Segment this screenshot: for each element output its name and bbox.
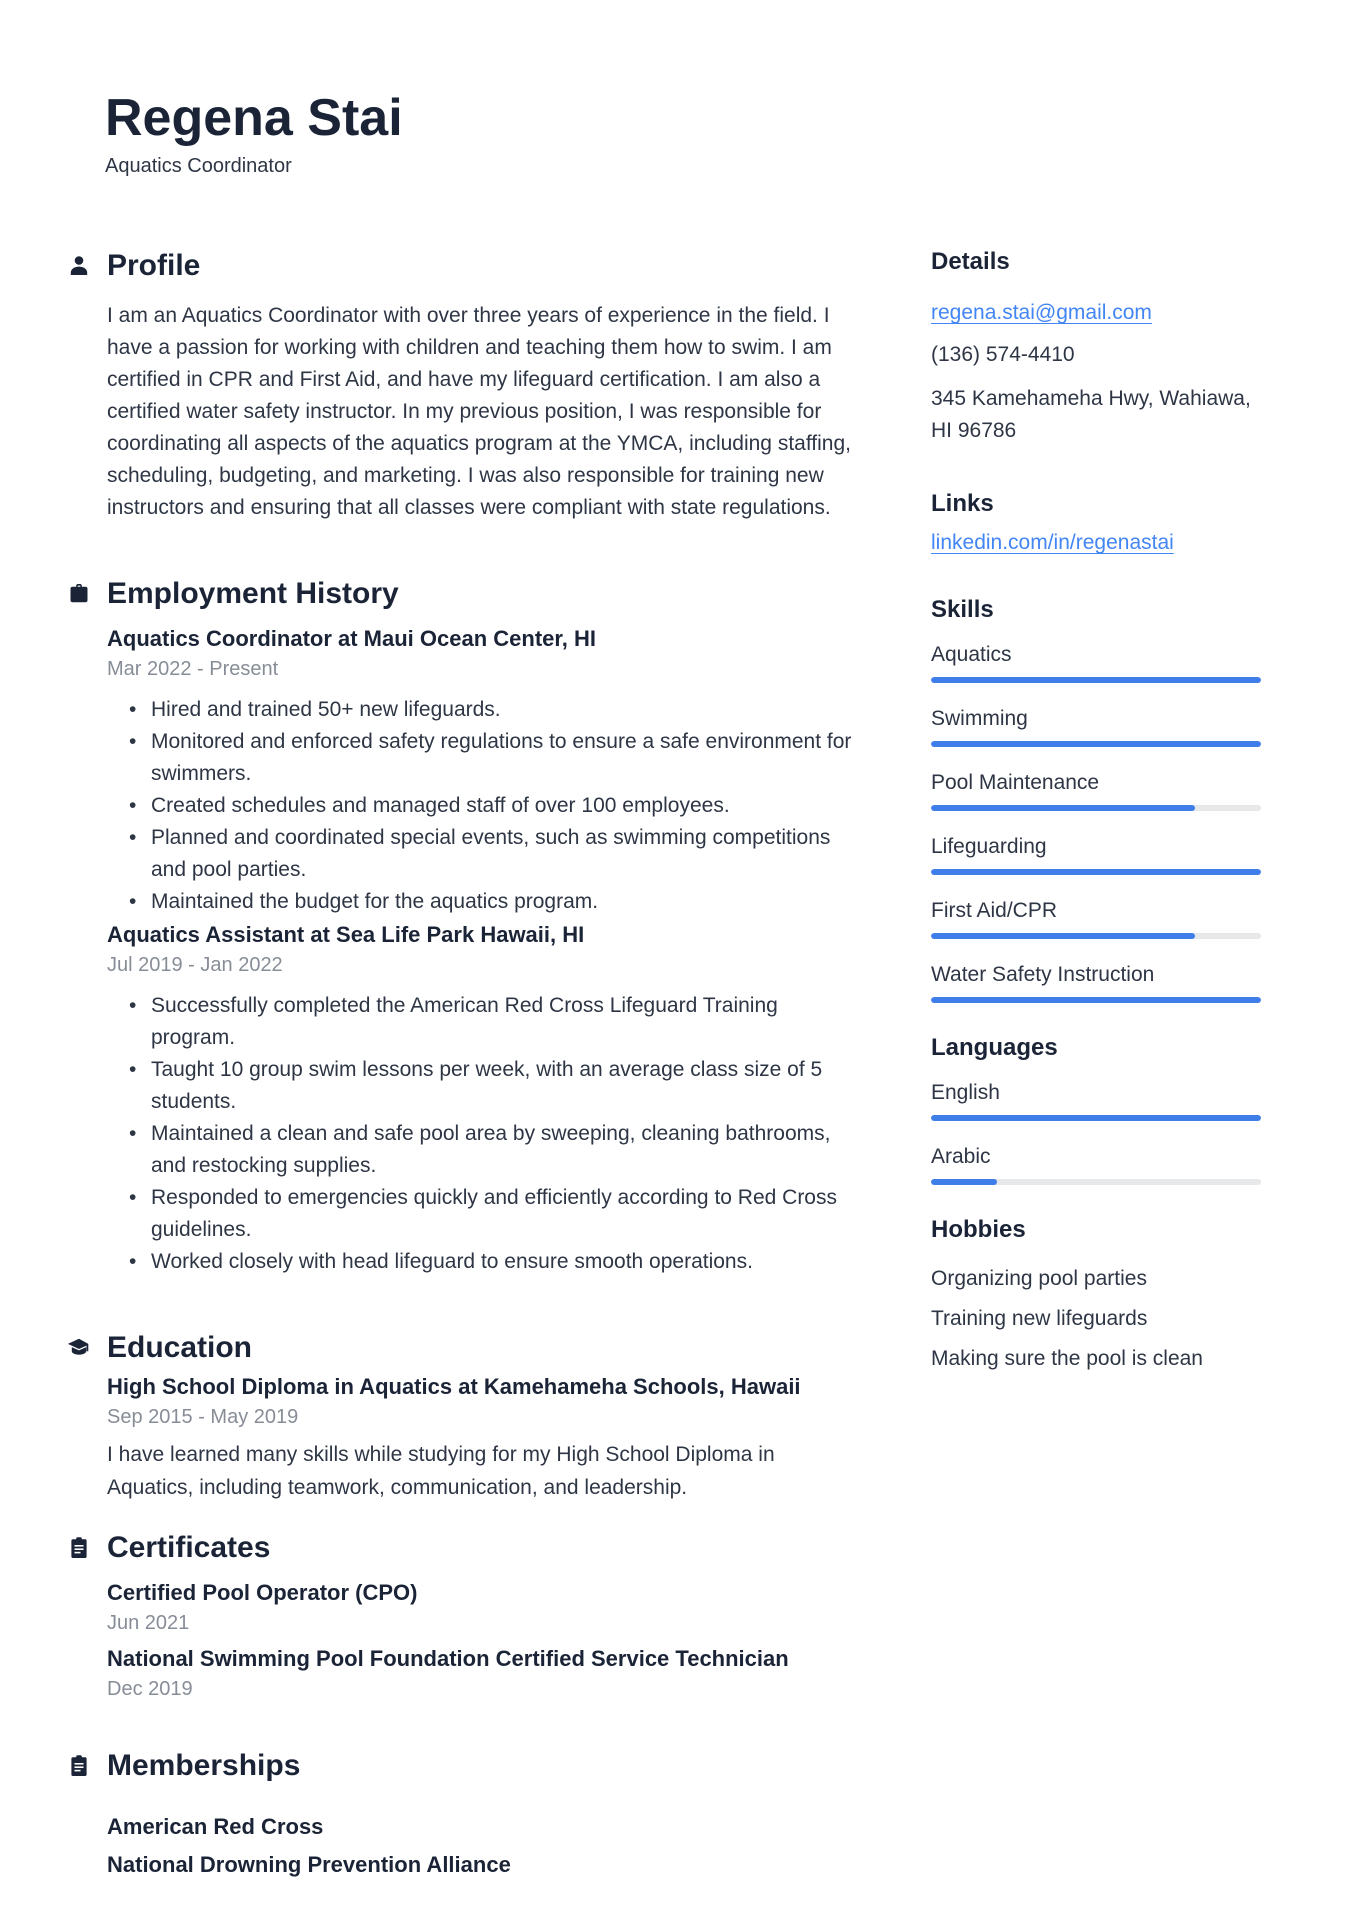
resume-header: [105, 88, 860, 180]
skill-label: Water Safety Instruction: [931, 963, 1155, 986]
job-bullet-list: [107, 990, 860, 1278]
skill-item: [931, 769, 1261, 811]
email-row: [931, 299, 1261, 327]
sidebar-details: [931, 247, 1261, 447]
sidebar-languages: [931, 1033, 1261, 1185]
skill-label: First Aid/CPR: [931, 899, 1058, 922]
job-title: Aquatics Coordinator at Maui Ocean Center, HI: [107, 626, 596, 651]
job-bullet: • Worked closely with head lifeguard to ensure smooth operations.: [107, 1246, 860, 1278]
details-heading: Details: [931, 248, 1010, 275]
hobbies-heading: Hobbies: [931, 1216, 1026, 1243]
education-heading-row: [67, 1330, 860, 1366]
skill-item: [931, 641, 1261, 683]
languages-heading: Languages: [931, 1034, 1058, 1061]
certificate-entry: [107, 1578, 860, 1638]
language-bar-fill: [931, 1115, 1261, 1121]
skill-bar-track: [931, 805, 1261, 811]
skill-bar-track: [931, 997, 1261, 1003]
education-period: Sep 2015 - May 2019: [107, 1406, 299, 1428]
profile-heading: Profile: [107, 249, 201, 282]
certificate-name: National Swimming Pool Foundation Certified Service Technician: [107, 1646, 789, 1671]
skill-label: Aquatics: [931, 643, 1012, 666]
certificate-date: Dec 2019: [107, 1678, 193, 1700]
language-list: [931, 1079, 1261, 1185]
skill-bar-fill: [931, 933, 1195, 939]
skill-list: [931, 641, 1261, 1003]
job-entry: [107, 920, 860, 1278]
job-period: Mar 2022 - Present: [107, 658, 279, 680]
certificate-entry: [107, 1644, 860, 1704]
skill-bar-fill: [931, 997, 1261, 1003]
section-profile: [67, 248, 860, 524]
job-bullet: • Planned and coordinated special events, such as swimming competitions and pool parties.: [107, 822, 860, 886]
skill-item: [931, 833, 1261, 875]
skill-bar-fill: [931, 805, 1195, 811]
hobby-list: [931, 1259, 1261, 1379]
address-line-2: HI 96786: [931, 419, 1017, 442]
skill-item: [931, 961, 1261, 1003]
certificate-name: Certified Pool Operator (CPO): [107, 1580, 418, 1605]
address: [931, 383, 1261, 447]
hobby-item: Training new lifeguards: [931, 1307, 1148, 1330]
skill-bar-fill: [931, 869, 1261, 875]
job-bullet: • Maintained a clean and safe pool area by sweeping, cleaning bathrooms, and restocking supplies.: [107, 1118, 860, 1182]
skill-bar-track: [931, 741, 1261, 747]
job-bullet: • Hired and trained 50+ new lifeguards.: [107, 694, 860, 726]
sidebar-hobbies: [931, 1215, 1261, 1379]
job-period: Jul 2019 - Jan 2022: [107, 954, 283, 976]
skill-bar-track: [931, 933, 1261, 939]
skill-bar-track: [931, 677, 1261, 683]
skill-item: [931, 705, 1261, 747]
briefcase-icon: [67, 582, 91, 606]
language-label: Arabic: [931, 1145, 991, 1168]
membership-item: National Drowning Prevention Alliance: [107, 1852, 511, 1877]
job-bullet: • Monitored and enforced safety regulations to ensure a safe environment for swimmers.: [107, 726, 860, 790]
language-bar-track: [931, 1115, 1261, 1121]
employment-heading-row: [67, 576, 860, 612]
job-bullet-list: [107, 694, 860, 918]
person-job-title: Aquatics Coordinator: [105, 155, 292, 177]
skill-item: [931, 897, 1261, 939]
section-memberships: [67, 1748, 860, 1884]
person-icon: [67, 254, 91, 278]
sidebar-links: [931, 489, 1261, 557]
language-item: [931, 1143, 1261, 1185]
skill-bar-fill: [931, 741, 1261, 747]
skill-label: Pool Maintenance: [931, 771, 1100, 794]
memberships-heading: Memberships: [107, 1749, 301, 1782]
hobby-item: Making sure the pool is clean: [931, 1347, 1203, 1370]
sidebar-column: [931, 88, 1261, 1884]
language-bar-fill: [931, 1179, 997, 1185]
education-heading: Education: [107, 1331, 253, 1364]
main-column: [67, 88, 860, 1884]
section-employment-history: [67, 576, 860, 1278]
education-description: I have learned many skills while studying for my High School Diploma in Aquatics, including teamwork, communication, and leadership.: [107, 1443, 775, 1499]
certificates-heading-row: [67, 1530, 860, 1566]
skill-bar-track: [931, 869, 1261, 875]
job-title: Aquatics Assistant at Sea Life Park Hawaii, HI: [107, 922, 585, 947]
language-item: [931, 1079, 1261, 1121]
certificate-date: Jun 2021: [107, 1612, 190, 1634]
skill-bar-fill: [931, 677, 1261, 683]
employment-heading: Employment History: [107, 577, 399, 610]
job-bullet: • Successfully completed the American Red Cross Lifeguard Training program.: [107, 990, 860, 1054]
language-bar-track: [931, 1179, 1261, 1185]
person-name: Regena Stai: [105, 89, 403, 147]
profile-text: I am an Aquatics Coordinator with over three years of experience in the field. I have a passion for working with children and teaching them how to swim. I am certified in CPR and First Aid, and have my lifeguard certification. I am also a certified water safety instructor. In my previous position, I was responsible for coordinating all aspects of the aquatics program at the YMCA, including staffing, scheduling, budgeting, and marketing. I was also responsible for training new instructors and ensuring that all classes were compliant with state regulations.: [107, 304, 851, 519]
job-bullet: • Created schedules and managed staff of over 100 employees.: [107, 790, 860, 822]
linkedin-link[interactable]: linkedin.com/in/regenastai: [931, 531, 1174, 554]
link-row: [931, 529, 1261, 557]
memberships-heading-row: [67, 1748, 860, 1784]
skills-heading: Skills: [931, 596, 994, 623]
graduation-cap-icon: [67, 1336, 91, 1360]
job-entry: [107, 624, 860, 918]
address-line-1: 345 Kamehameha Hwy, Wahiawa,: [931, 387, 1251, 410]
profile-heading-row: [67, 248, 860, 284]
phone-number: (136) 574-4410: [931, 343, 1075, 366]
section-education: [67, 1330, 860, 1504]
language-label: English: [931, 1081, 1000, 1104]
job-bullet: • Responded to emergencies quickly and efficiently according to Red Cross guidelines.: [107, 1182, 860, 1246]
membership-item: American Red Cross: [107, 1814, 324, 1839]
job-bullet: • Taught 10 group swim lessons per week, with an average class size of 5 students.: [107, 1054, 860, 1118]
clipboard-icon: [67, 1536, 91, 1560]
links-heading: Links: [931, 490, 994, 517]
sidebar-skills: [931, 595, 1261, 1003]
clipboard-icon: [67, 1754, 91, 1778]
skill-label: Swimming: [931, 707, 1028, 730]
section-certificates: [67, 1530, 860, 1704]
job-bullet: • Maintained the budget for the aquatics program.: [107, 886, 860, 918]
hobby-item: Organizing pool parties: [931, 1267, 1147, 1290]
skill-label: Lifeguarding: [931, 835, 1047, 858]
certificates-heading: Certificates: [107, 1531, 271, 1564]
education-degree: High School Diploma in Aquatics at Kamehameha Schools, Hawaii: [107, 1374, 801, 1399]
email-link[interactable]: regena.stai@gmail.com: [931, 301, 1152, 324]
